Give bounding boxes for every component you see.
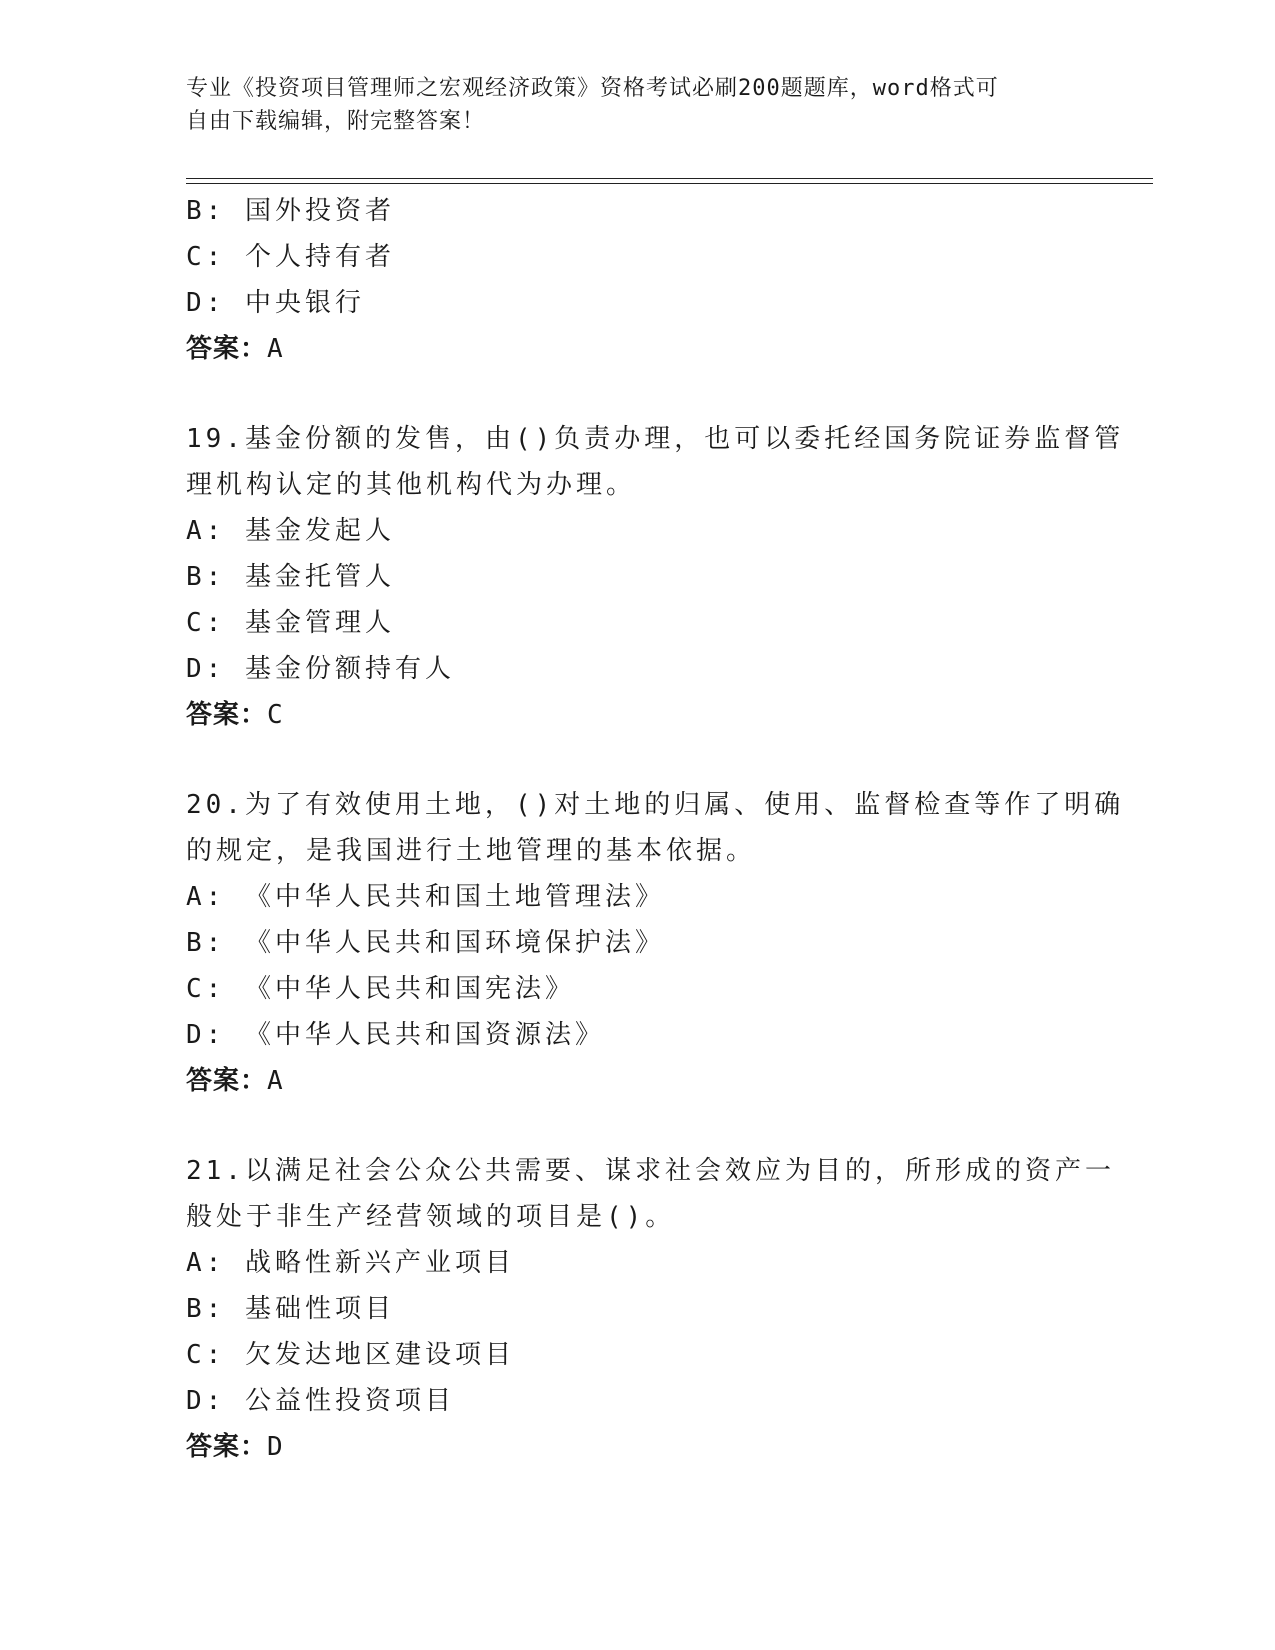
option-c: C: 《中华人民共和国宪法》 — [186, 974, 575, 1004]
option-d: D: 中央银行 — [186, 288, 365, 318]
answer-label: 答案： — [186, 334, 268, 364]
option-c: C: 欠发达地区建设项目 — [186, 1340, 515, 1370]
answer-line — [186, 692, 1086, 738]
question-stem-line-1: 19.基金份额的发售，由()负责办理，也可以委托经国务院证券监督管 — [186, 424, 1125, 454]
question-stem-line-2: 般处于非生产经营领域的项目是()。 — [186, 1202, 676, 1232]
option-d: D: 公益性投资项目 — [186, 1386, 455, 1416]
question-20 — [186, 782, 1125, 1104]
header-line-1: 专业《投资项目管理师之宏观经济政策》资格考试必刷200题题库，word格式可 — [186, 76, 999, 101]
option-b: B: 基金托管人 — [186, 562, 395, 592]
option-c: C: 个人持有者 — [186, 242, 395, 272]
answer-value: C — [267, 700, 283, 730]
question-19 — [186, 416, 1125, 738]
question-stem-line-2: 理机构认定的其他机构代为办理。 — [186, 470, 637, 500]
answer-line — [186, 1058, 1086, 1104]
header-rule-top — [186, 178, 1153, 179]
option-a: A: 战略性新兴产业项目 — [186, 1248, 515, 1278]
header-rule-bottom — [186, 183, 1153, 184]
answer-value: D — [267, 1432, 283, 1462]
answer-value: A — [267, 334, 283, 364]
question-stem-line-1: 20.为了有效使用土地，()对土地的归属、使用、监督检查等作了明确 — [186, 790, 1125, 820]
page-header — [186, 72, 1066, 138]
answer-value: A — [267, 1066, 283, 1096]
option-a: A: 基金发起人 — [186, 516, 395, 546]
answer-label: 答案： — [186, 1432, 268, 1462]
question-21 — [186, 1148, 1115, 1470]
option-d: D: 《中华人民共和国资源法》 — [186, 1020, 605, 1050]
option-b: B: 《中华人民共和国环境保护法》 — [186, 928, 665, 958]
question-stem-line-1: 21.以满足社会公众公共需要、谋求社会效应为目的，所形成的资产一 — [186, 1156, 1115, 1186]
option-b: B: 基础性项目 — [186, 1294, 395, 1324]
option-a: A: 《中华人民共和国土地管理法》 — [186, 882, 665, 912]
answer-label: 答案： — [186, 700, 268, 730]
answer-line — [186, 326, 1086, 372]
question-list — [186, 188, 1125, 1470]
question-18 — [186, 188, 1086, 372]
answer-line — [186, 1424, 1086, 1470]
option-d: D: 基金份额持有人 — [186, 654, 455, 684]
option-c: C: 基金管理人 — [186, 608, 395, 638]
question-stem-line-2: 的规定，是我国进行土地管理的基本依据。 — [186, 836, 757, 866]
header-line-2: 自由下载编辑，附完整答案！ — [186, 109, 486, 134]
option-b: B: 国外投资者 — [186, 196, 395, 226]
answer-label: 答案： — [186, 1066, 268, 1096]
